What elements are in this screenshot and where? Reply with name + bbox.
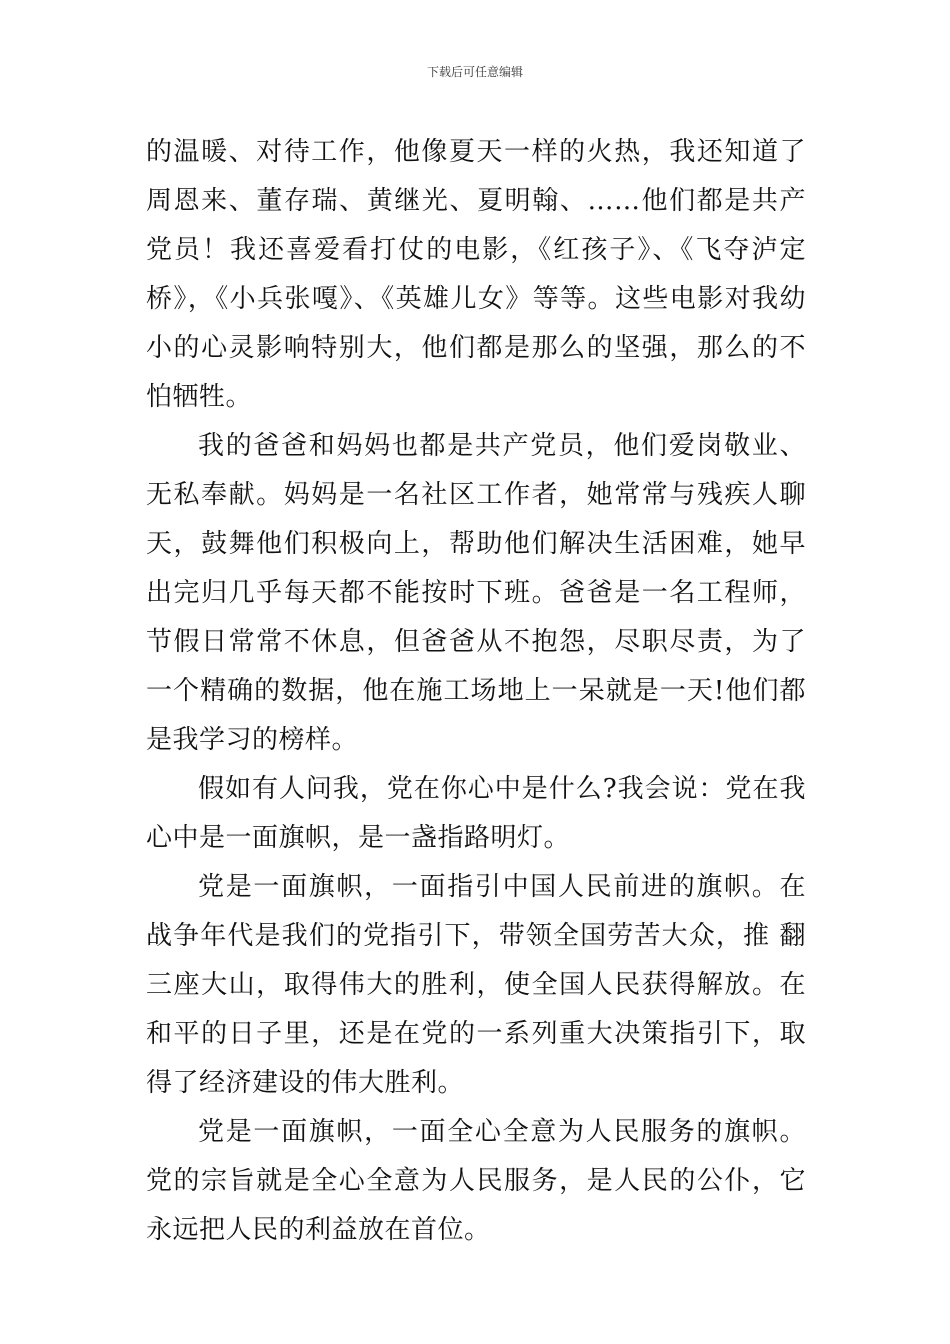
paragraph-flag-service: 党是一面旗帜，一面全心全意为人民服务的旗帜。党的宗旨就是全心全意为人民服务，是人民的公仆，它永远把人民的利益放在首位。 — [146, 1117, 806, 1245]
paragraph-continuation: 的温暖、对待工作，他像夏天一样的火热，我还知道了周恩来、董存瑞、黄继光、夏明翰、……他们都是共产党员！我还喜爱看打仗的电影，《红孩子》、《飞夺泸定桥》，《小兵张嘎》、《英雄儿女》等等。这些电影对我幼小的心灵影响特别大，他们都是那么的坚强，那么的不怕牺牲。 — [146, 137, 806, 412]
paragraph-flag-guidance: 党是一面旗帜，一面指引中国人民前进的旗帜。在战争年代是我们的党指引下，带领全国劳苦大众，推 翻三座大山，取得伟大的胜利，使全国人民获得解放。在和平的日子里，还是在党的一系列重大决策指引下，取得了经济建设的伟大胜利。 — [146, 872, 806, 1098]
paragraph-question: 假如有人问我，党在你心中是什么?我会说：党在我心中是一面旗帜，是一盏指路明灯。 — [146, 774, 806, 853]
paragraph-parents: 我的爸爸和妈妈也都是共产党员，他们爱岗敬业、无私奉献。妈妈是一名社区工作者，她常常与残疾人聊天，鼓舞他们积极向上，帮助他们解决生活困难，她早出完归几乎每天都不能按时下班。爸爸是一名工程师，节假日常常不休息，但爸爸从不抱怨，尽职尽责，为了一个精确的数据，他在施工场地上一呆就是一天!他们都是我学习的榜样。 — [146, 431, 806, 755]
page-header: 下载后可任意编辑 — [426, 65, 523, 79]
document-body — [146, 128, 806, 1255]
